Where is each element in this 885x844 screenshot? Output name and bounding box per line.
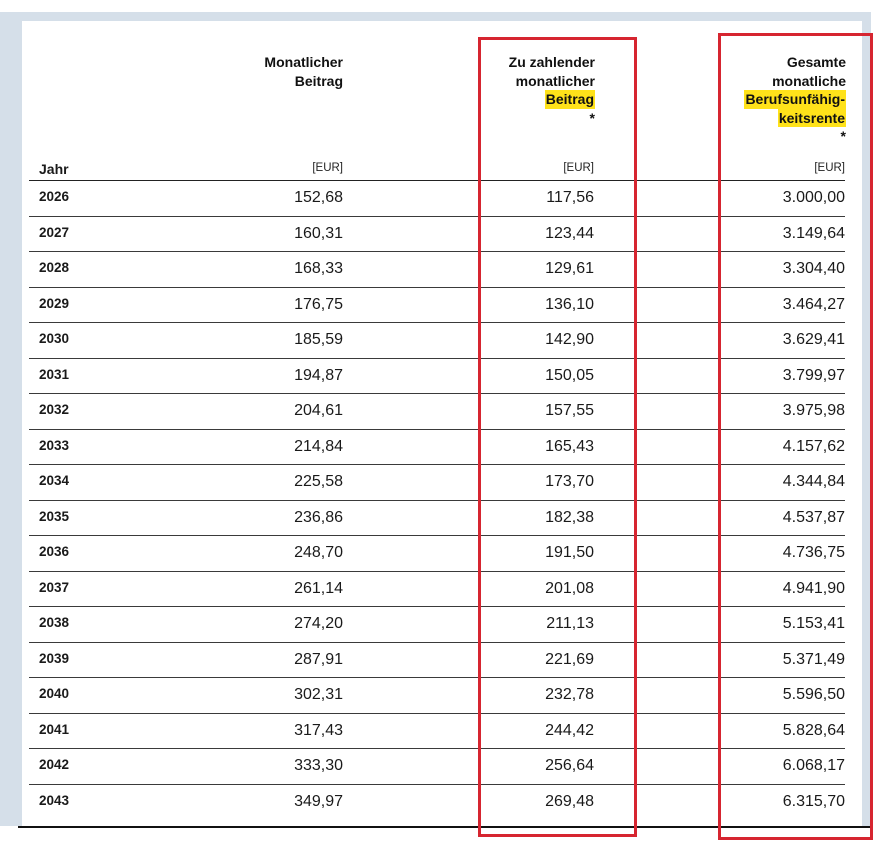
beitrag-cell: 152,68 (294, 189, 343, 206)
zahlbeitrag-cell: 211,13 (546, 615, 594, 632)
zahlbeitrag-cell: 150,05 (545, 366, 594, 384)
zahlbeitrag-cell: 123,44 (545, 224, 594, 242)
highlight-marker: Beitrag (545, 91, 594, 107)
year-cell: 2038 (39, 615, 70, 630)
rente-cell: 3.304,40 (782, 260, 845, 277)
zahlbeitrag-cell: 129,61 (545, 260, 594, 277)
beitrag-cell: 349,97 (294, 792, 343, 810)
beitrag-cell: 287,91 (294, 650, 343, 668)
year-cell: 2043 (39, 792, 70, 808)
year-cell: 2028 (39, 260, 70, 275)
zahlbeitrag-cell: 221,69 (545, 650, 594, 668)
year-cell: 2040 (39, 686, 70, 701)
zahlbeitrag-cell: 142,90 (545, 331, 594, 348)
zahlbeitrag-cell: 269,48 (545, 792, 594, 810)
beitrag-cell: 248,70 (294, 544, 343, 561)
annotation-box-zahlbeitrag (478, 37, 637, 837)
beitrag-cell: 225,58 (294, 473, 343, 490)
rente-cell: 6.315,70 (782, 792, 845, 810)
rente-cell: 4.736,75 (782, 544, 845, 561)
beitrag-cell: 236,86 (294, 508, 343, 526)
rente-cell: 3.149,64 (782, 224, 845, 242)
beitrag-cell: 176,75 (294, 295, 343, 313)
year-cell: 2042 (39, 757, 70, 772)
unit-label: [EUR] (312, 162, 343, 174)
rente-cell: 5.596,50 (782, 686, 845, 703)
year-cell: 2039 (39, 650, 70, 666)
year-cell: 2032 (39, 402, 70, 417)
rente-cell: 4.157,62 (782, 437, 845, 455)
asterisk: * (840, 128, 846, 144)
rente-cell: 5.153,41 (782, 615, 845, 632)
beitrag-cell: 168,33 (294, 260, 343, 277)
rente-cell: 3.000,00 (782, 189, 845, 206)
header-line: monatlicher (515, 72, 595, 89)
rente-cell: 4.537,87 (782, 508, 845, 526)
header-line: monatliche (772, 72, 846, 89)
zahlbeitrag-cell: 244,42 (545, 721, 594, 739)
unit-label: [EUR] (563, 162, 594, 174)
header-jahr: Jahr (39, 161, 69, 177)
rente-cell: 5.828,64 (782, 721, 845, 739)
rente-cell: 6.068,17 (782, 757, 845, 774)
beitrag-cell: 204,61 (294, 402, 343, 419)
header-line: Zu zahlender (508, 54, 595, 70)
header-line: Beitrag (294, 72, 343, 89)
highlight-marker: Berufsunfähig- (745, 91, 845, 107)
highlight-marker: keitsrente (778, 109, 845, 126)
zahlbeitrag-cell: 157,55 (545, 402, 594, 419)
annotation-box-rente (718, 33, 873, 840)
zahlbeitrag-cell: 173,70 (545, 473, 594, 490)
beitrag-cell: 194,87 (294, 366, 343, 384)
unit-label: [EUR] (814, 162, 845, 174)
year-cell: 2035 (39, 508, 70, 524)
rente-cell: 3.799,97 (782, 366, 845, 384)
year-cell: 2036 (39, 544, 70, 559)
zahlbeitrag-cell: 201,08 (545, 579, 594, 597)
year-cell: 2037 (39, 579, 70, 595)
beitrag-cell: 302,31 (294, 686, 343, 703)
year-cell: 2027 (39, 224, 70, 240)
asterisk: * (589, 109, 595, 126)
beitrag-cell: 261,14 (294, 579, 343, 597)
year-cell: 2026 (39, 189, 70, 204)
year-cell: 2030 (39, 331, 70, 346)
year-cell: 2031 (39, 366, 70, 382)
year-cell: 2033 (39, 437, 70, 453)
header-line: Monatlicher (264, 54, 343, 70)
zahlbeitrag-cell: 117,56 (546, 189, 594, 206)
rente-cell: 4.941,90 (782, 579, 845, 597)
beitrag-cell: 160,31 (294, 224, 343, 242)
zahlbeitrag-cell: 165,43 (545, 437, 594, 455)
rente-cell: 4.344,84 (782, 473, 845, 490)
year-cell: 2034 (39, 473, 70, 488)
header-monatlicher-beitrag (264, 53, 343, 90)
zahlbeitrag-cell: 232,78 (545, 686, 594, 703)
rente-cell: 3.629,41 (782, 331, 845, 348)
zahlbeitrag-cell: 256,64 (545, 757, 594, 774)
year-cell: 2029 (39, 295, 70, 311)
rente-cell: 3.464,27 (782, 295, 845, 313)
beitrag-cell: 214,84 (294, 437, 343, 455)
zahlbeitrag-cell: 191,50 (545, 544, 594, 561)
rente-cell: 5.371,49 (782, 650, 845, 668)
beitrag-cell: 317,43 (294, 721, 343, 739)
zahlbeitrag-cell: 136,10 (545, 295, 594, 313)
beitrag-cell: 185,59 (294, 331, 343, 348)
header-line: Gesamte (786, 54, 846, 70)
zahlbeitrag-cell: 182,38 (545, 508, 594, 526)
beitrag-cell: 333,30 (294, 757, 343, 774)
year-cell: 2041 (39, 721, 70, 737)
beitrag-cell: 274,20 (294, 615, 343, 632)
rente-cell: 3.975,98 (782, 402, 845, 419)
